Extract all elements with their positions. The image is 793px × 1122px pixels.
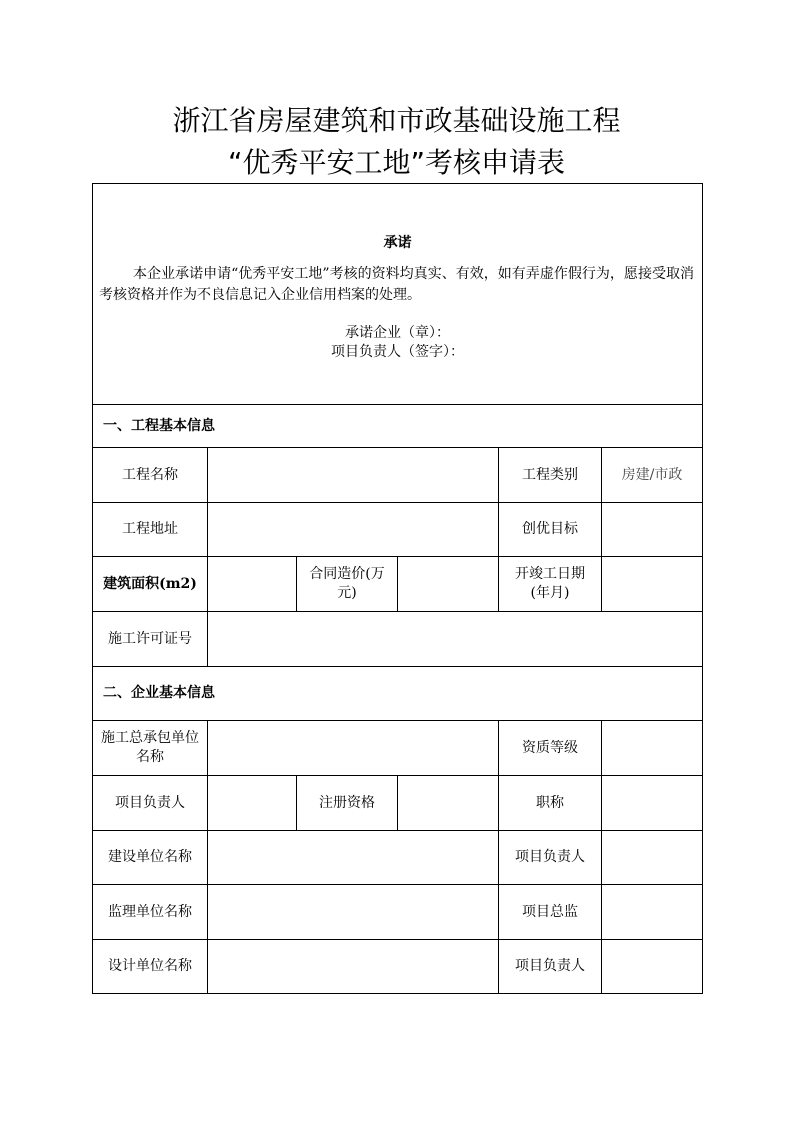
project-name-field[interactable] [207, 447, 498, 502]
project-type-field[interactable]: 房建/市政 [601, 447, 702, 502]
pledge-section [93, 184, 702, 405]
award-target-label: 创优目标 [498, 502, 601, 556]
qualification-label: 资质等级 [498, 720, 601, 775]
project-address-label: 工程地址 [92, 502, 207, 556]
designer-pm-label: 项目负责人 [498, 939, 601, 993]
owner-pm-field[interactable] [601, 830, 702, 884]
project-manager-label: 项目负责人 [92, 775, 207, 830]
form-title-line1: 浙江省房屋建筑和市政基础设施工程 [172, 104, 621, 137]
contractor-field[interactable] [207, 720, 498, 775]
pledge-text: 本企业承诺申请“优秀平安工地”考核的资料均真实、有效，如有弄虚作假行为，愿接受取消考核资格并作为不良信息记入企业信用档案的处理。 [99, 266, 694, 303]
registration-field[interactable] [397, 775, 498, 830]
building-area-label: 建筑面积(m2) [92, 556, 207, 611]
permit-no-label: 施工许可证号 [92, 611, 207, 666]
pledge-manager-signature: 项目负责人（签字）： [331, 344, 464, 360]
start-end-date-field[interactable] [601, 556, 702, 611]
permit-no-field[interactable] [207, 611, 702, 666]
supervisor-unit-label: 监理单位名称 [92, 884, 207, 939]
registration-label: 注册资格 [296, 775, 397, 830]
start-end-date-label: 开竣工日期(年月) [498, 556, 601, 611]
section-project-info-heading: 一、工程基本信息 [92, 404, 702, 447]
section-company-info-heading: 二、企业基本信息 [92, 666, 702, 720]
owner-unit-label: 建设单位名称 [92, 830, 207, 884]
professional-title-label: 职称 [498, 775, 601, 830]
contract-price-label: 合同造价(万元) [296, 556, 397, 611]
designer-pm-field[interactable] [601, 939, 702, 993]
award-target-field[interactable] [601, 502, 702, 556]
owner-pm-label: 项目负责人 [498, 830, 601, 884]
contract-price-field[interactable] [397, 556, 498, 611]
pledge-company-seal: 承诺企业（章）： [345, 325, 450, 341]
project-address-field[interactable] [207, 502, 498, 556]
project-type-label: 工程类别 [498, 447, 601, 502]
project-manager-field[interactable] [207, 775, 296, 830]
contractor-label: 施工总承包单位名称 [92, 720, 207, 775]
chief-supervisor-label: 项目总监 [498, 884, 601, 939]
designer-unit-field[interactable] [207, 939, 498, 993]
designer-unit-label: 设计单位名称 [92, 939, 207, 993]
owner-unit-field[interactable] [207, 830, 498, 884]
supervisor-unit-field[interactable] [207, 884, 498, 939]
chief-supervisor-field[interactable] [601, 884, 702, 939]
professional-title-field[interactable] [601, 775, 702, 830]
pledge-heading: 承诺 [383, 235, 412, 251]
building-area-field[interactable] [207, 556, 296, 611]
project-name-label: 工程名称 [92, 447, 207, 502]
form-title-line2: “优秀平安工地”考核申请表 [227, 146, 565, 179]
qualification-field[interactable] [601, 720, 702, 775]
